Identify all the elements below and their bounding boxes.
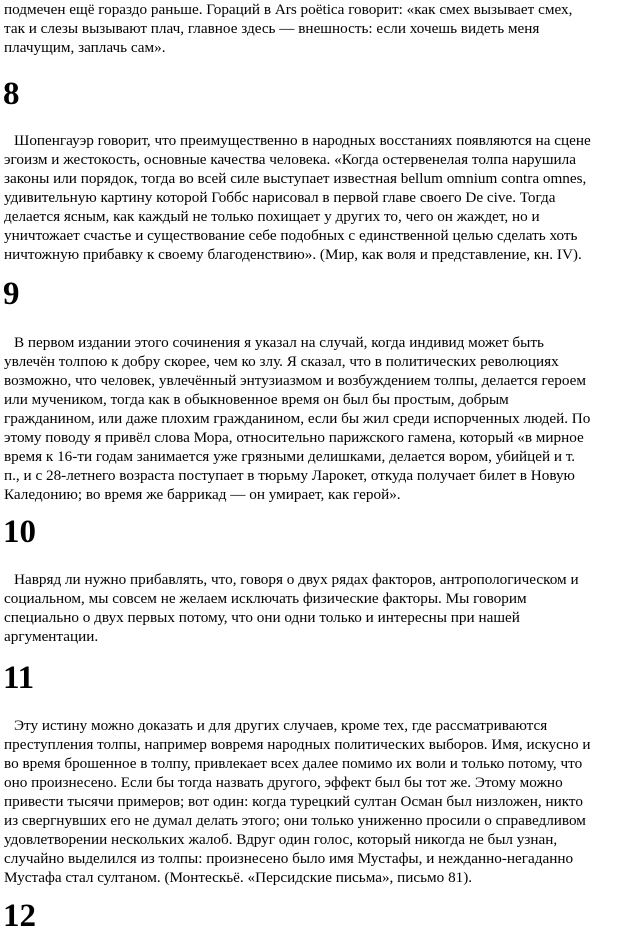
paragraph-line: удовлетворении нескольких жалоб. Вдруг один голос, который никогда не был узнан,	[4, 831, 558, 848]
paragraph-line: ничтожную прибавку к своему благоденствию». (Мир, как воля и представление, кн. IV).	[4, 246, 582, 263]
paragraph-line: Мустафа стал султаном. (Монтескьё. «Персидские письма», письмо 81).	[4, 869, 473, 886]
paragraph-line: удивительную картину которой Гоббс нарисовал в первой главе своего De cive. Тогда	[4, 189, 556, 206]
paragraph-line: В первом издании этого сочинения я указал на случай, когда индивид может быть	[14, 334, 544, 351]
paragraph-line: специально о двух первых потому, что они одни только и интересны при нашей	[4, 609, 520, 626]
section-number-heading: 8	[3, 76, 20, 112]
paragraph-line: Навряд ли нужно прибавлять, что, говоря о двух рядах факторов, антропологическом и	[14, 571, 579, 588]
paragraph-line: преступления толпы, например вовремя народных политических выборов. Имя, искусно и	[4, 736, 591, 753]
paragraph-line: Эту истину можно доказать и для других случаев, кроме тех, где рассматриваются	[14, 717, 548, 734]
paragraph-line: возможно, что человек, увлечённый энтузиазмом и возбуждением толпы, делается героем	[4, 372, 587, 389]
paragraph-line: увлечён толпою к добру скорее, чем ко злу. Я сказал, что в политических революциях	[4, 353, 559, 370]
paragraph-line: время к 16-ти годам занимается уже грязными делишками, делается вором, убийцей и т.	[4, 448, 576, 465]
paragraph-line: делается ясным, как каждый не только похищает у других то, чего он жаждет, но и	[4, 208, 540, 225]
paragraph-line: плачущим, заплачь сам».	[4, 39, 166, 56]
paragraph-line: этому поводу я привёл слова Мора, относительно парижского гамена, который «в мирное	[4, 429, 584, 446]
paragraph-line: п., и с 28-летнего возраста поступает в тюрьму Ларокет, откуда получает билет в Новую	[4, 467, 575, 484]
paragraph-line: привести тысячи примеров; вот один: когда турецкий султан Осман был низложен, никто	[4, 793, 583, 810]
paragraph-line: подмечен ещё гораздо раньше. Гораций в Ars poëtica говорит: «как смех вызывает смех,	[4, 1, 573, 18]
paragraph-line: так и слезы вызывают плач, главное здесь — внешность: если хочешь видеть меня	[4, 20, 540, 37]
paragraph-line: уничтожает счастье и существование себе подобных с единственной целью сделать хоть	[4, 227, 578, 244]
paragraph-line: гражданином, или даже плохим гражданином, если бы жил среди испорченных людей. По	[4, 410, 591, 427]
section-number-heading: 12	[3, 898, 36, 933]
paragraph-line: оно произнесено. Если бы тогда назвать другого, эффект был бы тот же. Этому можно	[4, 774, 563, 791]
section-number-heading: 11	[3, 660, 35, 696]
section-number-heading: 9	[3, 276, 20, 312]
paragraph-line: из свергнувших его не думал делать этого; они только униженно просили о справедливом	[4, 812, 586, 829]
paragraph-line: аргументации.	[4, 628, 99, 645]
paragraph-line: социальном, мы совсем не желаем исключать физические факторы. Мы говорим	[4, 590, 527, 607]
paragraph-line: Каледонию; во время же баррикад — он умирает, как герой».	[4, 486, 401, 503]
paragraph-line: законы или порядок, тогда во всей силе выступает известная bellum omnium contra omnes,	[4, 170, 587, 187]
paragraph-line: эгоизм и жестокость, основные качества человека. «Когда остервенелая толпа нарушила	[4, 151, 576, 168]
paragraph-line: случайно выделился из толпы: произнесено было имя Мустафы, и нежданно-негаданно	[4, 850, 574, 867]
paragraph-line: во время брошенное в толпу, привлекает всех далее помимо их воли и только потому, что	[4, 755, 583, 772]
section-number-heading: 10	[3, 514, 36, 550]
paragraph-line: Шопенгауэр говорит, что преимущественно в народных восстаниях появляются на сцене	[14, 132, 591, 149]
paragraph-line: или мучеником, тогда как в обыкновенное время он был бы простым, добрым	[4, 391, 509, 408]
